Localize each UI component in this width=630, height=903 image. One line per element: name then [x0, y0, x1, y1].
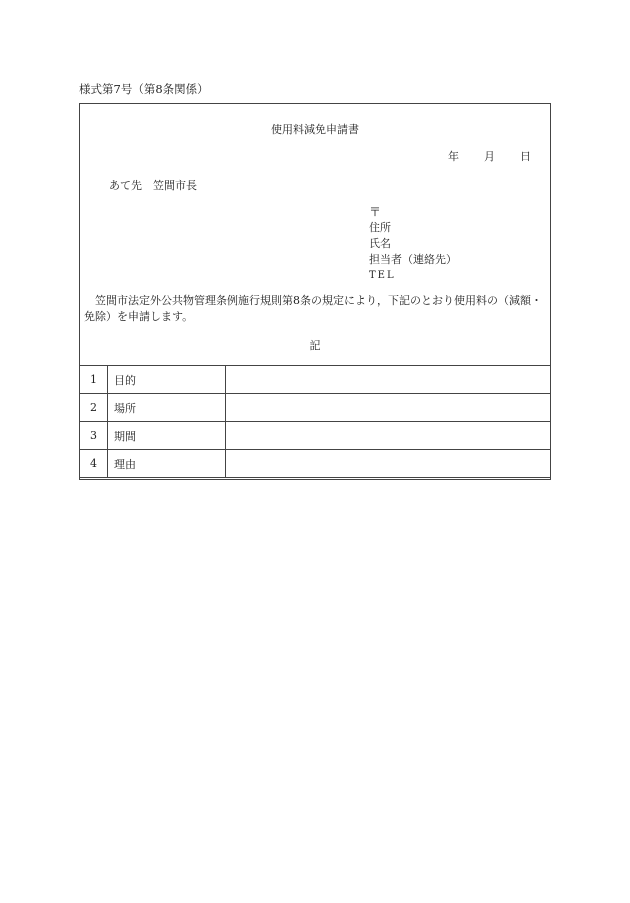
date-line	[448, 148, 531, 164]
ki-heading: 記	[309, 339, 321, 352]
application-form	[79, 103, 551, 480]
row-number: 3	[80, 422, 108, 450]
table-row	[80, 394, 551, 422]
applicant-name-label: 氏名	[369, 237, 391, 250]
period-field[interactable]	[226, 422, 551, 450]
addressee-label: あて先	[109, 179, 142, 192]
row-number: 2	[80, 394, 108, 422]
items-table	[79, 365, 551, 478]
applicant-contact-label: 担当者（連絡先）	[369, 253, 457, 266]
form-title: 使用料減免申請書	[271, 123, 359, 136]
applicant-tel-label: TEL	[369, 270, 396, 281]
table-row	[80, 450, 551, 478]
row-number: 4	[80, 450, 108, 478]
date-day-label: 日	[520, 150, 531, 163]
location-field[interactable]	[226, 394, 551, 422]
form-number: 様式第7号（第8条関係）	[79, 82, 209, 96]
table-row	[80, 366, 551, 394]
applicant-block	[369, 204, 457, 284]
row-label: 場所	[108, 394, 226, 422]
purpose-field[interactable]	[226, 366, 551, 394]
addressee-name: 笠間市長	[153, 179, 197, 192]
row-label: 期間	[108, 422, 226, 450]
row-label: 理由	[108, 450, 226, 478]
reason-field[interactable]	[226, 450, 551, 478]
row-number: 1	[80, 366, 108, 394]
applicant-address-label: 住所	[369, 221, 391, 234]
date-month-label: 月	[484, 150, 495, 163]
table-row	[80, 422, 551, 450]
application-statement: 笠間市法定外公共物管理条例施行規則第8条の規定により，下記のとおり使用料の（減額・免除）を申請します。	[84, 294, 542, 323]
addressee	[109, 177, 197, 193]
row-label: 目的	[108, 366, 226, 394]
postal-mark: 〒	[369, 205, 382, 219]
date-year-label: 年	[448, 150, 459, 163]
